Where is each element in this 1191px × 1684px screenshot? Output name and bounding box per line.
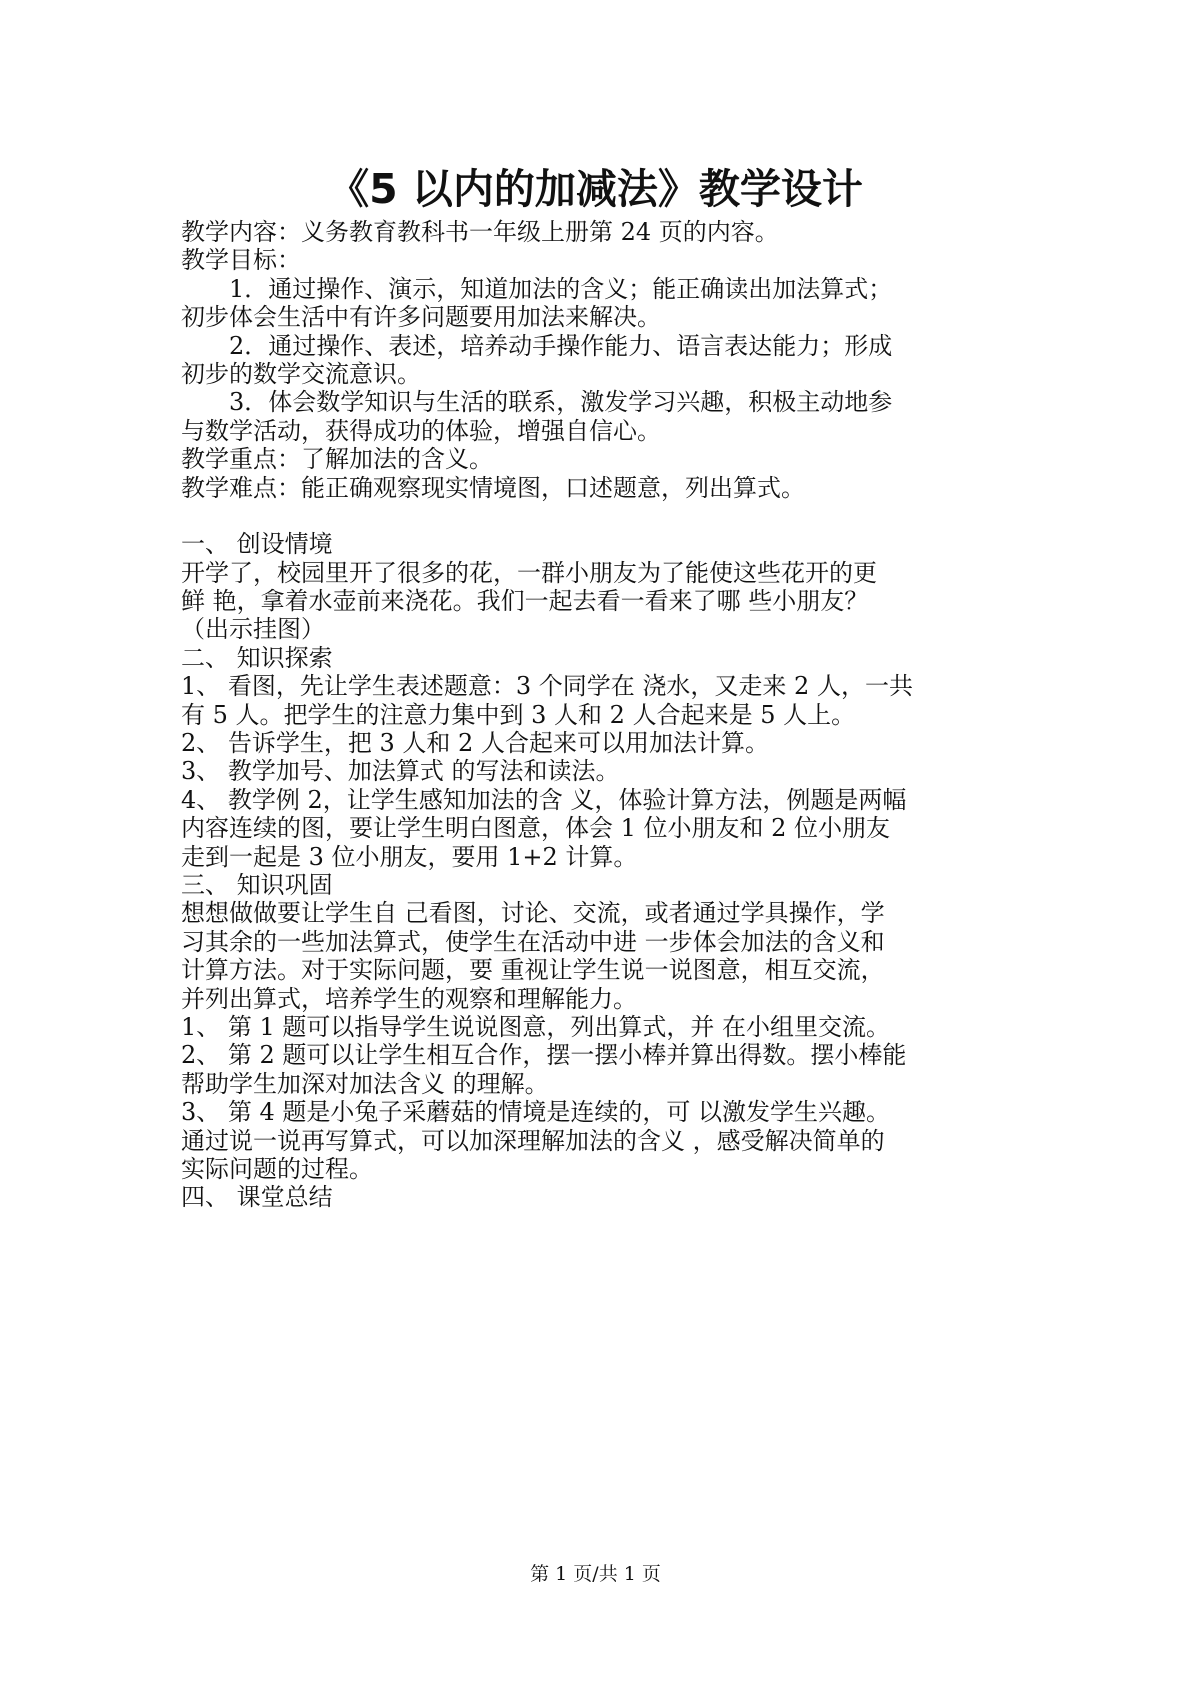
section-3-item-2-line-1: 2、 第 2 题可以让学生相互合作，摆一摆小棒并算出得数。摆小棒能 bbox=[181, 1041, 907, 1070]
goal-2-line-1: 2．通过操作、表述，培养动手操作能力、语言表达能力；形成 bbox=[229, 331, 893, 360]
difficulty-line: 教学难点：能正确观察现实情境图，口述题意，列出算式。 bbox=[181, 473, 805, 502]
goal-1-line-2: 初步体会生活中有许多问题要用加法来解决。 bbox=[181, 303, 661, 332]
section-3-item-3-line-2: 通过说一说再写算式，可以加深理解加法的含义 ，感受解决简单的 bbox=[181, 1126, 885, 1155]
section-3-line-1: 想想做做要让学生自 己看图，讨论、交流，或者通过学具操作，学 bbox=[181, 899, 885, 928]
section-3-item-1: 1、 第 1 题可以指导学生说说图意，列出算式，并 在小组里交流。 bbox=[181, 1012, 891, 1041]
section-2-item-1-line-2: 有 5 人。把学生的注意力集中到 3 人和 2 人合起来是 5 人上。 bbox=[181, 700, 856, 729]
teaching-goals-heading: 教学目标： bbox=[181, 246, 301, 275]
section-4-heading: 四、 课堂总结 bbox=[181, 1183, 333, 1212]
section-3-line-3: 计算方法。对于实际问题，要 重视让学生说一说图意，相互交流， bbox=[181, 956, 885, 985]
section-3-heading: 三、 知识巩固 bbox=[181, 870, 333, 899]
section-2-item-4-line-1: 4、 教学例 2，让学生感知加法的含 义，体验计算方法，例题是两幅 bbox=[181, 785, 907, 814]
section-2-item-1-line-1: 1、 看图，先让学生表述题意：3 个同学在 浇水，又走来 2 人，一共 bbox=[181, 672, 913, 701]
goal-2-line-2: 初步的数学交流意识。 bbox=[181, 359, 421, 388]
goal-3-line-1: 3．体会数学知识与生活的联系，激发学习兴趣，积极主动地参 bbox=[229, 388, 893, 417]
blank-line bbox=[181, 502, 1013, 530]
document-title: 《5 以内的加减法》教学设计 bbox=[328, 165, 863, 213]
section-2-heading: 二、 知识探索 bbox=[181, 643, 333, 672]
section-2-item-4-line-3: 走到一起是 3 位小朋友，要用 1+2 计算。 bbox=[181, 842, 638, 871]
document-body bbox=[181, 218, 1013, 1212]
goal-1-line-1: 1．通过操作、演示，知道加法的含义；能正确读出加法算式； bbox=[229, 274, 893, 303]
section-3-item-3-line-3: 实际问题的过程。 bbox=[181, 1154, 373, 1183]
key-point-line: 教学重点：了解加法的含义。 bbox=[181, 445, 493, 474]
section-3-item-3-line-1: 3、 第 4 题是小兔子采蘑菇的情境是连续的，可 以激发学生兴趣。 bbox=[181, 1098, 891, 1127]
teaching-content-line: 教学内容：义务教育教科书一年级上册第 24 页的内容。 bbox=[181, 218, 779, 246]
page-number-footer: 第 1 页/共 1 页 bbox=[530, 1563, 661, 1585]
section-1-heading: 一、 创设情境 bbox=[181, 530, 333, 559]
section-2-item-2: 2、 告诉学生，把 3 人和 2 人合起来可以用加法计算。 bbox=[181, 729, 769, 758]
section-3-item-2-line-2: 帮助学生加深对加法含义 的理解。 bbox=[181, 1069, 549, 1098]
section-3-line-2: 习其余的一些加法算式，使学生在活动中进 一步体会加法的含义和 bbox=[181, 927, 885, 956]
section-1-line-1: 开学了，校园里开了很多的花，一群小朋友为了能使这些花开的更 bbox=[181, 558, 877, 587]
section-1-line-2: 鲜 艳，拿着水壶前来浇花。我们一起去看一看来了哪 些小朋友？ bbox=[181, 587, 869, 616]
section-2-item-4-line-2: 内容连续的图，要让学生明白图意，体会 1 位小朋友和 2 位小朋友 bbox=[181, 814, 891, 843]
section-2-item-3: 3、 教学加号、加法算式 的写法和读法。 bbox=[181, 757, 620, 786]
section-1-line-3: （出示挂图） bbox=[181, 615, 325, 644]
section-3-line-4: 并列出算式，培养学生的观察和理解能力。 bbox=[181, 984, 637, 1013]
goal-3-line-2: 与数学活动，获得成功的体验，增强自信心。 bbox=[181, 416, 661, 445]
